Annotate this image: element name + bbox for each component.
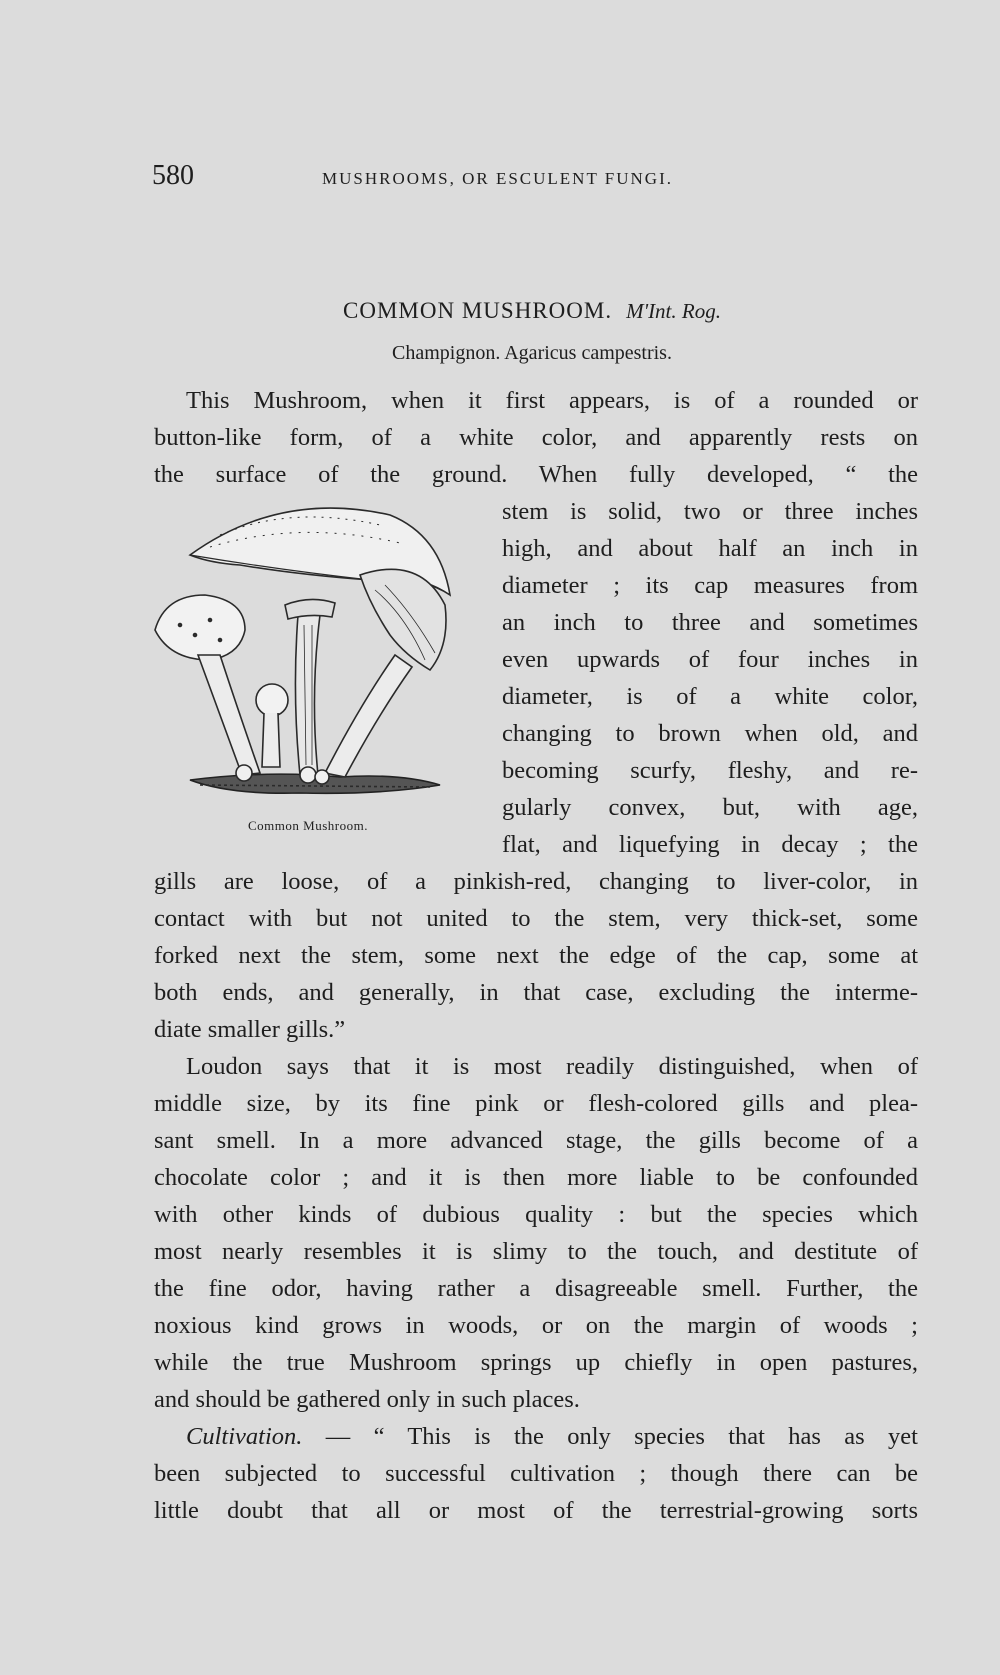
body-line: been subjected to successful cultivation ; though there can be <box>154 1460 918 1487</box>
body-line: chocolate color ; and it is then more liable to be confounded <box>154 1164 918 1191</box>
figure-caption: Common Mushroom. <box>248 818 368 833</box>
body-line: the fine odor, having rather a disagreeable smell. Further, the <box>154 1275 918 1302</box>
body-line-cultivation <box>186 1420 918 1454</box>
body-line: contact with but not united to the stem, very thick-set, some <box>154 905 918 932</box>
body-line: sant smell. In a more advanced stage, the gills become of a <box>154 1127 918 1154</box>
body-line: diameter ; its cap measures from <box>502 572 918 599</box>
body-line: stem is solid, two or three inches <box>502 498 918 525</box>
body-line: noxious kind grows in woods, or on the margin of woods ; <box>154 1312 918 1339</box>
body-line: diameter, is of a white color, <box>502 683 918 710</box>
body-line: flat, and liquefying in decay ; the <box>502 831 918 858</box>
article-subtitle: Champignon. Agaricus campestris. <box>392 342 672 364</box>
body-line: Loudon says that it is most readily distinguished, when of <box>186 1053 918 1080</box>
body-line: with other kinds of dubious quality : but the species which <box>154 1201 918 1228</box>
body-line: while the true Mushroom springs up chiefly in open pastures, <box>154 1349 918 1376</box>
body-line: This Mushroom, when it first appears, is of a rounded or <box>186 387 918 414</box>
running-head: MUSHROOMS, OR ESCULENT FUNGI. <box>322 169 673 188</box>
body-line: both ends, and generally, in that case, excluding the interme- <box>154 979 918 1006</box>
body-line: diate smaller gills.” <box>154 1016 346 1043</box>
cultivation-heading: Cultivation. <box>186 1423 303 1450</box>
body-line: gularly convex, but, with age, <box>502 794 918 821</box>
body-line: button-like form, of a white color, and apparently rests on <box>154 424 918 451</box>
body-line: even upwards of four inches in <box>502 646 918 673</box>
body-line: little doubt that all or most of the terrestrial-growing sorts <box>154 1497 918 1524</box>
cultivation-text: — “ This is the only species that has as yet <box>302 1423 918 1450</box>
body-line: most nearly resembles it is slimy to the touch, and destitute of <box>154 1238 918 1265</box>
page-number: 580 <box>152 160 194 191</box>
body-line: an inch to three and sometimes <box>502 609 918 636</box>
body-line: middle size, by its fine pink or flesh-colored gills and plea- <box>154 1090 918 1117</box>
body-line: and should be gathered only in such places. <box>154 1386 580 1413</box>
article-title-text: COMMON MUSHROOM. <box>343 298 613 323</box>
article-authority: M'Int. Rog. <box>626 299 721 323</box>
body-line: gills are loose, of a pinkish-red, changing to liver-color, in <box>154 868 918 895</box>
mushroom-illustration-icon <box>150 495 490 815</box>
body-line: the surface of the ground. When fully developed, “ the <box>154 461 918 488</box>
body-line: becoming scurfy, fleshy, and re- <box>502 757 918 784</box>
article-title <box>152 298 912 324</box>
page-header <box>152 160 912 200</box>
body-line: high, and about half an inch in <box>502 535 918 562</box>
body-line: changing to brown when old, and <box>502 720 918 747</box>
body-line: forked next the stem, some next the edge of the cap, some at <box>154 942 918 969</box>
